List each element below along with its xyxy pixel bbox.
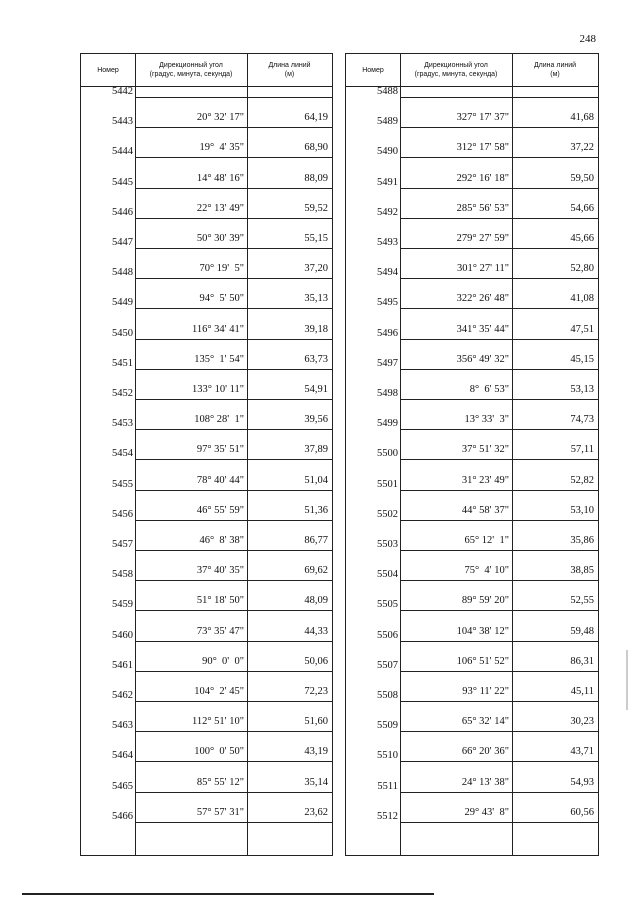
- page-number: 248: [579, 33, 596, 45]
- direction-angle: 70° 19' 5": [199, 263, 244, 275]
- direction-angle: 112° 51' 10": [192, 716, 244, 728]
- point-number: 5452: [112, 388, 133, 399]
- direction-angle: 341° 35' 44": [456, 323, 509, 335]
- row-divider: [400, 308, 598, 309]
- direction-angle: 100° 0' 50": [194, 746, 244, 758]
- direction-angle: 106° 51' 52": [456, 655, 509, 667]
- line-length: 45,15: [570, 353, 594, 365]
- direction-angle: 116° 34' 41": [192, 323, 244, 335]
- row-divider: [135, 701, 332, 702]
- point-number: 5489: [377, 116, 398, 128]
- row-divider: [400, 127, 598, 128]
- line-length: 59,50: [570, 172, 594, 184]
- direction-angle: 93° 11' 22": [462, 685, 509, 697]
- row-divider: [400, 822, 598, 823]
- point-number: 5498: [377, 388, 398, 399]
- row-divider: [400, 399, 598, 400]
- right-coordinates-table: [345, 53, 599, 856]
- point-number: 5457: [112, 539, 133, 550]
- direction-angle: 29° 43' 8": [464, 806, 509, 818]
- direction-angle: 57° 57' 31": [196, 806, 244, 818]
- gap-divider: [135, 97, 332, 98]
- line-length: 23,62: [304, 806, 328, 818]
- line-length: 54,91: [304, 383, 328, 395]
- row-divider: [400, 278, 598, 279]
- direction-angle: 50° 30' 39": [196, 232, 244, 244]
- direction-angle: 78° 40' 44": [196, 474, 244, 486]
- point-number: 5509: [377, 720, 398, 732]
- direction-angle: 279° 27' 59": [456, 232, 509, 244]
- direction-angle: 312° 17' 58": [456, 142, 509, 154]
- line-length: 64,19: [304, 112, 328, 124]
- direction-angle: 19° 4' 35": [199, 142, 244, 154]
- header-length: [247, 54, 332, 86]
- direction-angle: 65° 32' 14": [461, 716, 509, 728]
- footer-rule: [22, 893, 434, 895]
- point-number: 5495: [377, 297, 398, 309]
- line-length: 41,68: [570, 112, 594, 124]
- line-length: 37,89: [304, 444, 328, 456]
- point-number: 5510: [377, 750, 398, 762]
- row-divider: [400, 520, 598, 521]
- row-divider: [135, 248, 332, 249]
- direction-angle: 94° 5' 50": [199, 293, 244, 305]
- line-length: 69,62: [304, 565, 328, 577]
- point-number: 5464: [112, 750, 133, 762]
- row-divider: [400, 792, 598, 793]
- row-divider: [400, 188, 598, 189]
- row-divider: [400, 248, 598, 249]
- header-number-label: Номер: [362, 66, 384, 74]
- line-length: 50,06: [304, 655, 328, 667]
- line-length: 37,22: [570, 142, 594, 154]
- row-divider: [135, 188, 332, 189]
- direction-angle: 327° 17' 37": [456, 112, 509, 124]
- line-length: 53,13: [570, 383, 594, 395]
- row-divider: [135, 157, 332, 158]
- line-length: 54,66: [570, 202, 594, 214]
- row-divider: [135, 278, 332, 279]
- point-number: 5463: [112, 720, 133, 732]
- row-divider: [400, 701, 598, 702]
- row-divider: [400, 731, 598, 732]
- point-number: 5492: [377, 206, 398, 218]
- point-number: 5497: [377, 357, 398, 369]
- line-length: 57,11: [570, 444, 594, 456]
- header-angle-line2: (градус, минута, секунда): [149, 71, 233, 78]
- header-angle-line1: Дирекционный угол: [159, 62, 223, 69]
- direction-angle: 90° 0' 0": [202, 655, 244, 667]
- point-number: 5501: [377, 478, 398, 490]
- point-number: 5450: [112, 327, 133, 339]
- point-number: 5502: [377, 508, 398, 520]
- header-angle-line2: (градус, минута, секунда): [414, 71, 498, 78]
- line-length: 88,09: [304, 172, 328, 184]
- point-number: 5491: [377, 176, 398, 188]
- header-angle: [135, 54, 247, 86]
- point-number: 5503: [377, 539, 398, 550]
- point-number: 5511: [377, 780, 398, 792]
- header-length-line2: (м): [284, 71, 295, 78]
- row-divider: [400, 610, 598, 611]
- point-number: 5460: [112, 629, 133, 641]
- direction-angle: 85° 55' 12": [196, 776, 244, 788]
- point-number: 5499: [377, 418, 398, 430]
- point-number: 5505: [377, 599, 398, 611]
- direction-angle: 13° 33' 3": [464, 414, 509, 426]
- point-number: 5508: [377, 690, 398, 701]
- row-divider: [135, 490, 332, 491]
- direction-angle: 322° 26' 48": [456, 293, 509, 305]
- line-length: 45,66: [570, 232, 594, 244]
- header-number-label: Номер: [97, 66, 119, 74]
- header-number: [81, 54, 135, 86]
- row-divider: [135, 369, 332, 370]
- line-length: 43,19: [304, 746, 328, 758]
- header-length-line2: (м): [550, 71, 560, 78]
- line-length: 35,86: [570, 534, 594, 546]
- row-divider: [400, 339, 598, 340]
- line-length: 35,13: [304, 293, 328, 305]
- point-number: 5455: [112, 478, 133, 490]
- header-angle: [400, 54, 512, 86]
- line-length: 59,52: [304, 202, 328, 214]
- line-length: 41,08: [570, 293, 594, 305]
- line-length: 44,33: [304, 625, 328, 637]
- row-divider: [135, 218, 332, 219]
- row-divider: [400, 641, 598, 642]
- header-length: [512, 54, 598, 86]
- row-divider: [135, 550, 332, 551]
- direction-angle: 104° 2' 45": [194, 685, 244, 697]
- point-number: 5496: [377, 327, 398, 339]
- row-divider: [135, 459, 332, 460]
- line-length: 52,82: [570, 474, 594, 486]
- point-number: 5454: [112, 448, 133, 460]
- header-length-line1: Длина линий: [533, 62, 577, 69]
- row-divider: [400, 580, 598, 581]
- direction-angle: 104° 38' 12": [456, 625, 509, 637]
- point-number: 5458: [112, 569, 133, 581]
- point-number: 5451: [112, 357, 133, 369]
- header-length-line1: Длина линий: [268, 62, 311, 69]
- direction-angle: 292° 16' 18": [456, 172, 509, 184]
- line-length: 72,23: [304, 685, 328, 697]
- line-length: 51,36: [304, 504, 328, 516]
- row-divider: [135, 308, 332, 309]
- line-length: 39,18: [304, 323, 328, 335]
- line-length: 86,77: [304, 534, 328, 546]
- point-number: 5493: [377, 237, 398, 248]
- row-divider: [400, 157, 598, 158]
- direction-angle: 356° 49' 32": [456, 353, 509, 365]
- direction-angle: 37° 51' 32": [461, 444, 509, 456]
- point-number: 5462: [112, 690, 133, 701]
- direction-angle: 301° 27' 11": [457, 263, 509, 275]
- point-number: 5512: [377, 810, 398, 822]
- row-divider: [135, 399, 332, 400]
- direction-angle: 73° 35' 47": [196, 625, 244, 637]
- row-divider: [135, 580, 332, 581]
- point-number: 5500: [377, 448, 398, 460]
- point-number: 5506: [377, 629, 398, 641]
- direction-angle: 22° 13' 49": [196, 202, 244, 214]
- point-number: 5465: [112, 780, 133, 792]
- line-length: 53,10: [570, 504, 594, 516]
- header-angle-line1: Дирекционный угол: [424, 62, 488, 69]
- line-length: 35,14: [304, 776, 328, 788]
- row-divider: [400, 369, 598, 370]
- point-number: 5488: [377, 86, 398, 97]
- line-length: 55,15: [304, 232, 328, 244]
- row-divider: [135, 339, 332, 340]
- direction-angle: 75° 4' 10": [464, 565, 509, 577]
- direction-angle: 46° 55' 59": [196, 504, 244, 516]
- direction-angle: 66° 20' 36": [461, 746, 509, 758]
- point-number: 5446: [112, 206, 133, 218]
- row-divider: [400, 218, 598, 219]
- line-length: 52,80: [570, 263, 594, 275]
- line-length: 51,60: [304, 716, 328, 728]
- gap-divider: [400, 97, 598, 98]
- point-number: 5490: [377, 146, 398, 158]
- line-length: 45,11: [570, 685, 594, 697]
- direction-angle: 20° 32' 17": [196, 112, 244, 124]
- row-divider: [400, 761, 598, 762]
- point-number: 5447: [112, 237, 133, 248]
- row-divider: [135, 671, 332, 672]
- row-divider: [400, 671, 598, 672]
- left-coordinates-table: [80, 53, 333, 856]
- point-number: 5444: [112, 146, 133, 158]
- row-divider: [135, 761, 332, 762]
- point-number: 5449: [112, 297, 133, 309]
- direction-angle: 65° 12' 1": [464, 534, 509, 546]
- row-divider: [135, 731, 332, 732]
- direction-angle: 46° 8' 38": [199, 534, 244, 546]
- point-number: 5443: [112, 116, 133, 128]
- direction-angle: 51° 18' 50": [196, 595, 244, 607]
- line-length: 47,51: [570, 323, 594, 335]
- row-divider: [135, 610, 332, 611]
- point-number: 5504: [377, 569, 398, 581]
- row-divider: [135, 127, 332, 128]
- line-length: 37,20: [304, 263, 328, 275]
- direction-angle: 285° 56' 53": [456, 202, 509, 214]
- point-number: 5456: [112, 508, 133, 520]
- line-length: 60,56: [570, 806, 594, 818]
- line-length: 51,04: [304, 474, 328, 486]
- direction-angle: 8° 6' 53": [469, 383, 509, 395]
- point-number: 5459: [112, 599, 133, 611]
- point-number: 5466: [112, 810, 133, 822]
- point-number: 5448: [112, 267, 133, 279]
- row-divider: [135, 429, 332, 430]
- direction-angle: 31° 23' 49": [461, 474, 509, 486]
- line-length: 74,73: [570, 414, 594, 426]
- row-divider: [400, 550, 598, 551]
- line-length: 63,73: [304, 353, 328, 365]
- line-length: 59,48: [570, 625, 594, 637]
- row-divider: [400, 490, 598, 491]
- line-length: 52,55: [570, 595, 594, 607]
- point-number: 5442: [112, 86, 133, 97]
- row-divider: [135, 822, 332, 823]
- row-divider: [135, 792, 332, 793]
- header-number: [346, 54, 400, 86]
- direction-angle: 37° 40' 35": [196, 565, 244, 577]
- direction-angle: 89° 59' 20": [461, 595, 509, 607]
- line-length: 86,31: [570, 655, 594, 667]
- point-number: 5494: [377, 267, 398, 279]
- row-divider: [135, 520, 332, 521]
- point-number: 5453: [112, 418, 133, 430]
- direction-angle: 133° 10' 11": [192, 383, 244, 395]
- line-length: 48,09: [304, 595, 328, 607]
- direction-angle: 44° 58' 37": [461, 504, 509, 516]
- row-divider: [135, 641, 332, 642]
- direction-angle: 108° 28' 1": [194, 414, 244, 426]
- line-length: 38,85: [570, 565, 594, 577]
- row-divider: [400, 459, 598, 460]
- line-length: 43,71: [570, 746, 594, 758]
- direction-angle: 97° 35' 51": [196, 444, 244, 456]
- line-length: 30,23: [570, 716, 594, 728]
- line-length: 39,56: [304, 414, 328, 426]
- point-number: 5445: [112, 176, 133, 188]
- row-divider: [400, 429, 598, 430]
- direction-angle: 14° 48' 16": [196, 172, 244, 184]
- direction-angle: 24° 13' 38": [461, 776, 509, 788]
- point-number: 5507: [377, 659, 398, 671]
- line-length: 68,90: [304, 142, 328, 154]
- scan-mark: [626, 650, 628, 710]
- point-number: 5461: [112, 659, 133, 671]
- line-length: 54,93: [570, 776, 594, 788]
- direction-angle: 135° 1' 54": [194, 353, 244, 365]
